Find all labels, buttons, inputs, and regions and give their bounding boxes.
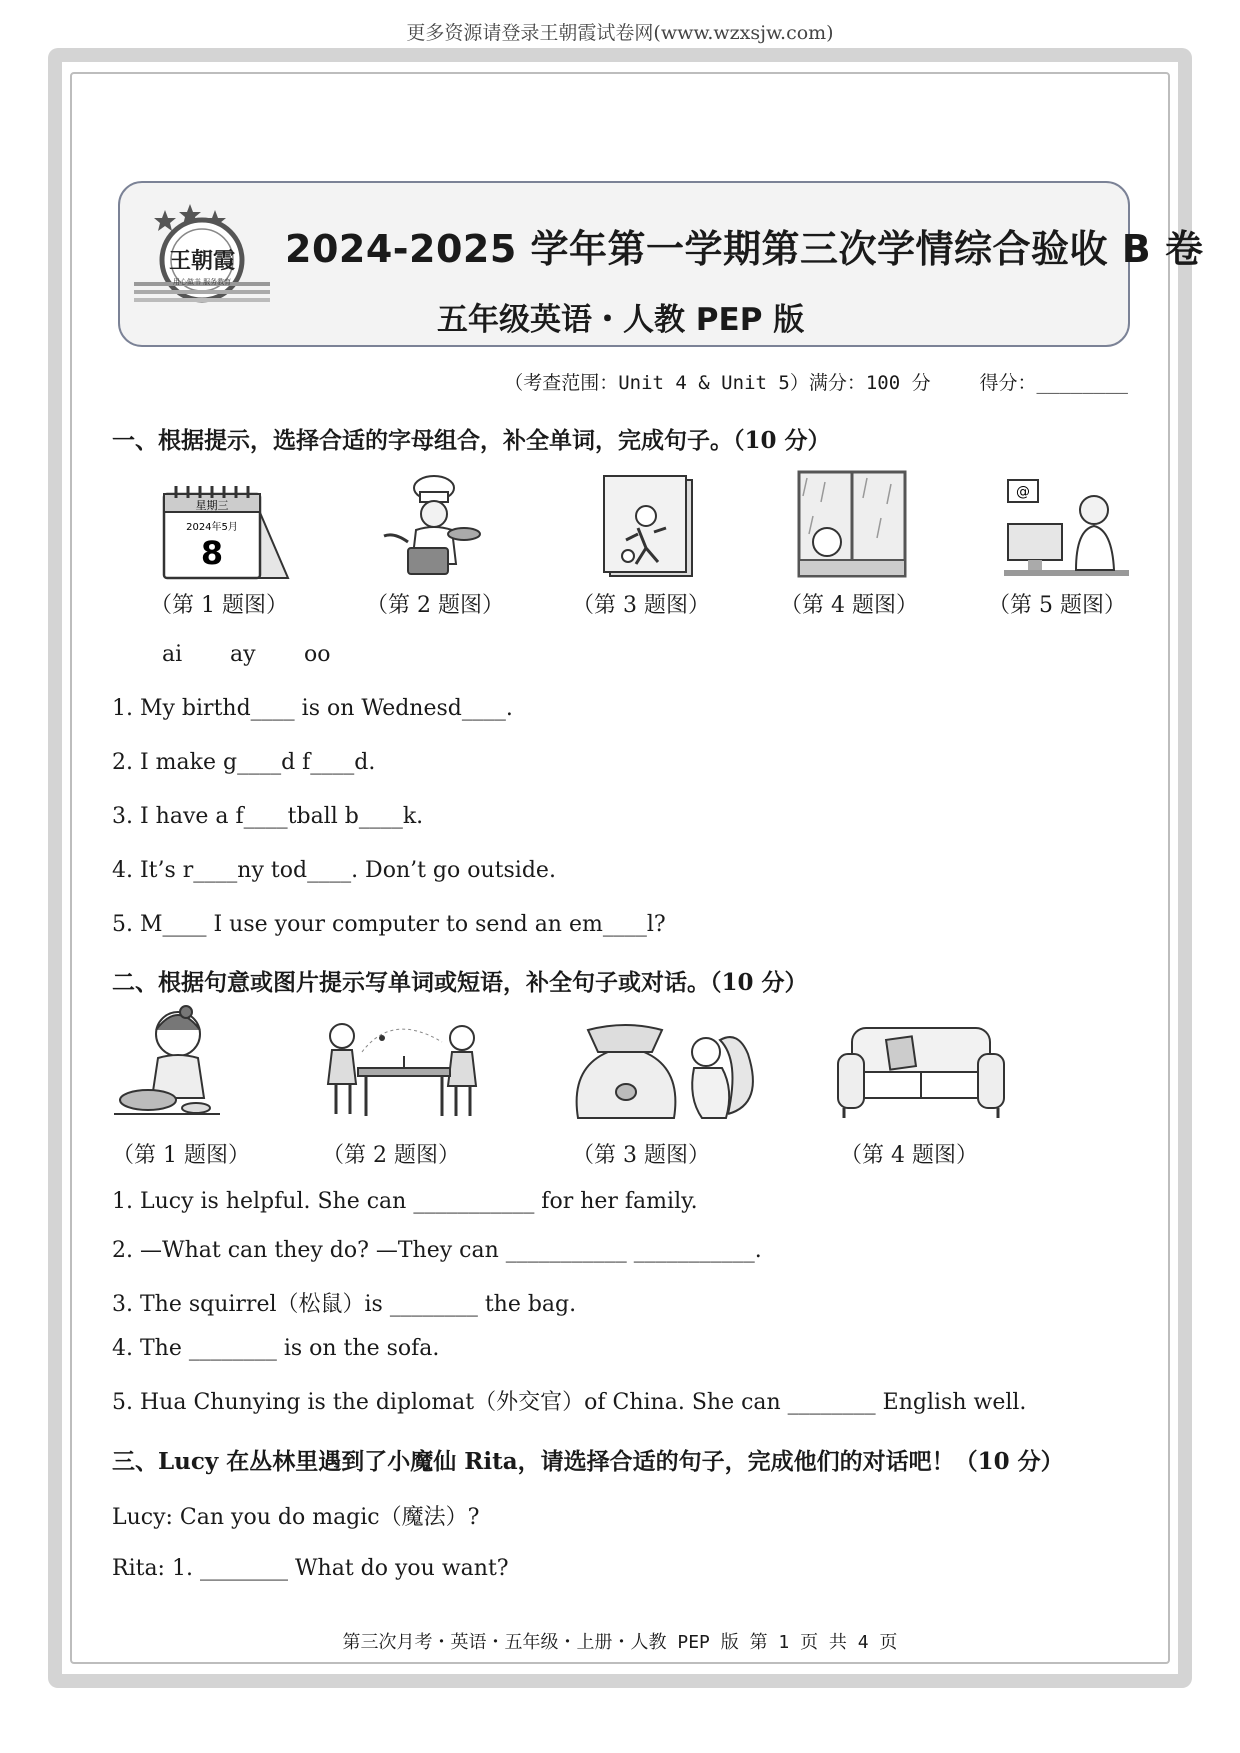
sofa-photo-image [836, 1024, 1006, 1122]
s2-question-5: 5. Hua Chunying is the diplomat（外交官）of China. She can ________ English well. [112, 1390, 1027, 1415]
option-ay: ay [230, 642, 256, 667]
dialogue-line-1: Lucy: Can you do magic（魔法）? [112, 1505, 480, 1530]
s1-caption-1: （第 1 题图） [150, 593, 288, 618]
s2-caption-2: （第 2 题图） [322, 1143, 460, 1168]
s2-question-3: 3. The squirrel（松鼠）is ________ the bag. [112, 1292, 577, 1317]
website-note: 更多资源请登录王朝霞试卷网(www.wzxsjw.com) [406, 22, 834, 44]
exam-scope: （考查范围：Unit 4 & Unit 5）满分：100 分 [504, 372, 931, 394]
s2-question-4: 4. The ________ is on the sofa. [112, 1336, 440, 1361]
ping-pong-image [322, 1016, 502, 1122]
chef-cooking-image [378, 474, 488, 580]
s2-caption-3: （第 3 题图） [572, 1143, 710, 1168]
squirrel-bag-image [568, 1018, 758, 1122]
option-oo: oo [304, 642, 331, 667]
logo-tagline: 用心做书 服务教育 [172, 278, 232, 286]
s1-caption-5: （第 5 题图） [988, 593, 1126, 618]
score-field[interactable]: 得分：________ [979, 372, 1128, 394]
s1-question-2: 2. I make g____d f____d. [112, 750, 376, 775]
dialogue-line-2: Rita: 1. ________ What do you want? [112, 1556, 509, 1581]
s1-caption-2: （第 2 题图） [366, 593, 504, 618]
s2-caption-4: （第 4 题图） [840, 1143, 978, 1168]
rainy-window-image [795, 468, 910, 580]
girl-cooking-image [112, 1004, 227, 1122]
calendar-image [158, 480, 293, 580]
page-footer: 第三次月考・英语・五年级・上册・人教 PEP 版 第 1 页 共 4 页 [342, 1632, 898, 1653]
publisher-logo [132, 204, 272, 314]
s2-question-1: 1. Lucy is helpful. She can ___________ for her family. [112, 1189, 698, 1214]
email-computer-image [1004, 474, 1129, 578]
s1-caption-3: （第 3 题图） [572, 593, 710, 618]
section1-heading: 一、根据提示，选择合适的字母组合，补全单词，完成句子。（10 分） [112, 427, 831, 454]
s2-caption-1: （第 1 题图） [112, 1143, 250, 1168]
logo-name: 王朝霞 [168, 248, 236, 274]
exam-info [504, 368, 1128, 395]
s1-question-4: 4. It’s r____ny tod____. Don’t go outside. [112, 858, 556, 883]
svg-text:@: @ [1016, 484, 1030, 500]
s1-question-1: 1. My birthd____ is on Wednesd____. [112, 696, 513, 721]
exam-subtitle: 五年级英语・人教 PEP 版 [437, 302, 805, 338]
football-book-image [600, 474, 700, 580]
s1-question-5: 5. M____ I use your computer to send an em____l? [112, 912, 666, 937]
section3-heading: 三、Lucy 在丛林里遇到了小魔仙 Rita，请选择合适的句子，完成他们的对话吧！（10 分） [112, 1448, 1064, 1475]
calendar-weekday: 星期三 [195, 499, 229, 512]
calendar-date: 2024年5月 [186, 522, 238, 533]
s1-caption-4: （第 4 题图） [780, 593, 918, 618]
option-ai: ai [162, 642, 183, 667]
s1-question-3: 3. I have a f____tball b____k. [112, 804, 424, 829]
exam-title: 2024-2025 学年第一学期第三次学情综合验收 B 卷 [285, 227, 1204, 271]
section2-heading: 二、根据句意或图片提示写单词或短语，补全句子或对话。（10 分） [112, 969, 808, 996]
s2-question-2: 2. —What can they do? —They can ___________ ___________. [112, 1238, 762, 1263]
calendar-day: 8 [200, 534, 224, 572]
